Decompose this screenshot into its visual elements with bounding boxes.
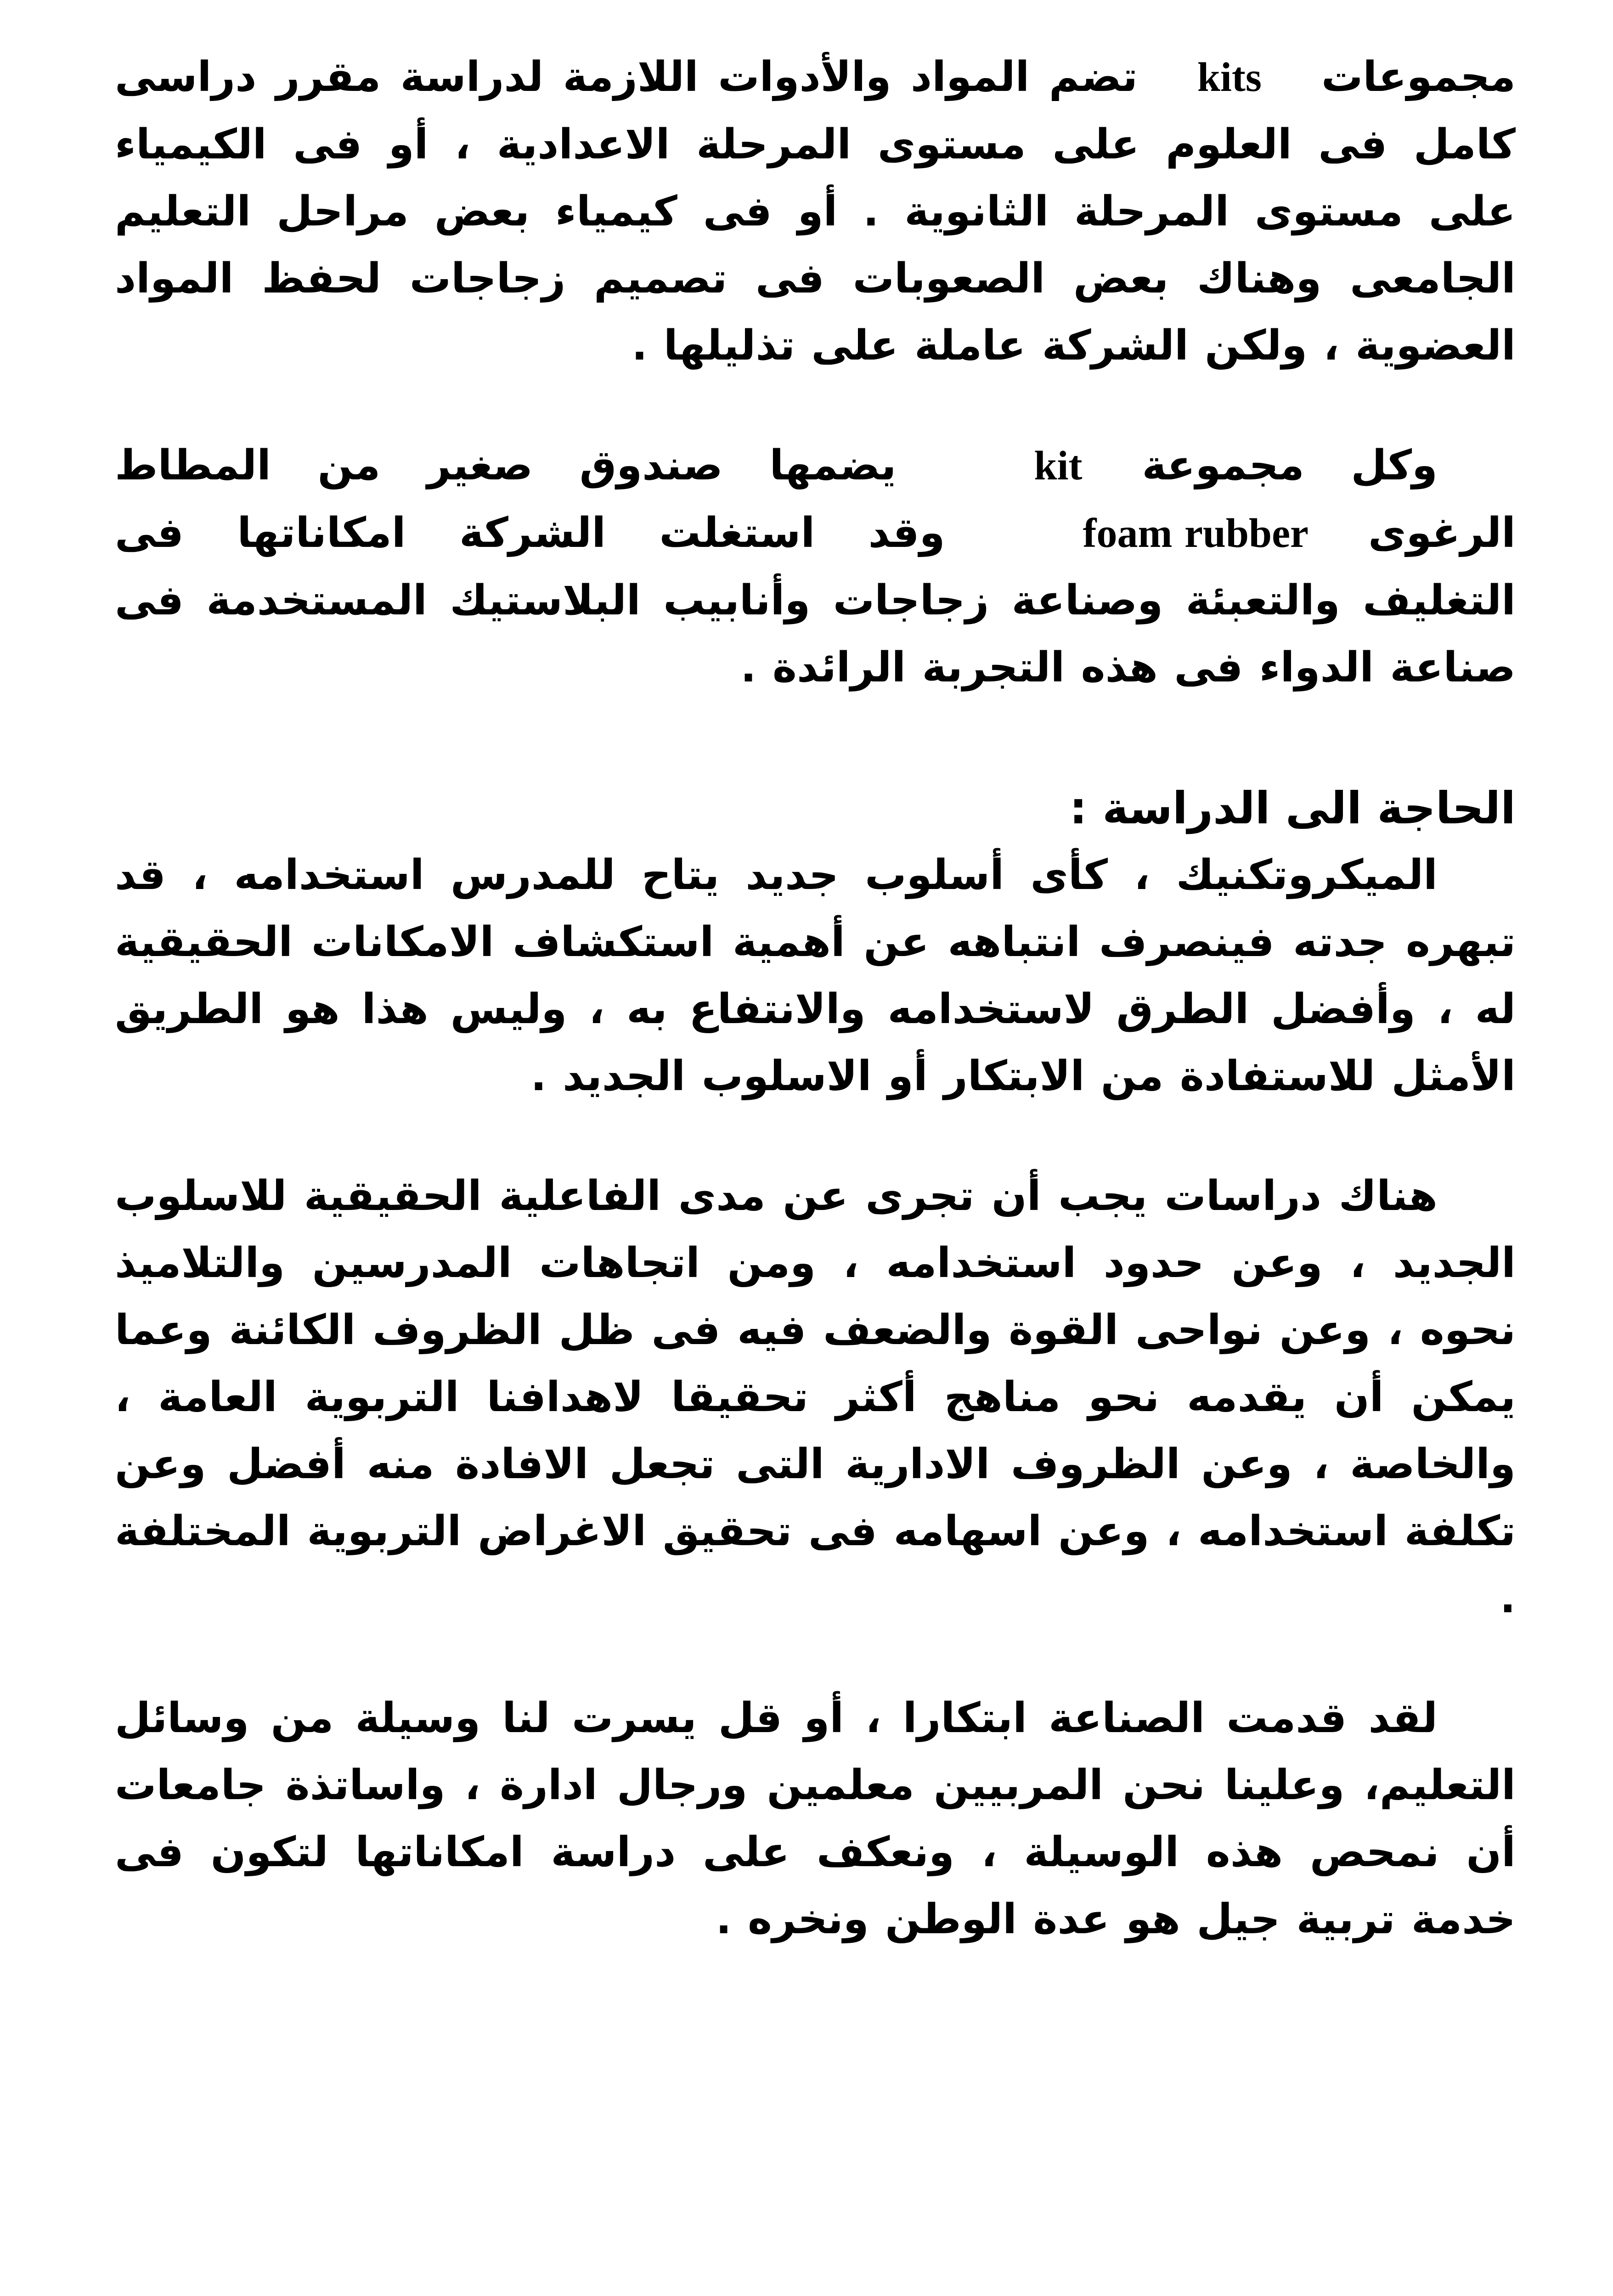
term-foam-rubber: foam rubber (1083, 511, 1308, 556)
paragraph-conclusion: لقد قدمت الصناعة ابتكارا ، أو قل يسرت لنا وسيلة من وسائل التعليم، وعلينا نحن المربيين معلمين ورجال ادارة ، واساتذة جامعات أن نمحص هذه الوسيلة ، ونعكف على دراسة امكاناتها لتكون فى خدمة تربية جيل هو عدة الوطن ونخره . (115, 1694, 1516, 1943)
term-kit: kit (1034, 443, 1083, 489)
paragraph-kit-box-after: وقد استغلت الشركة امكاناتها فى التغليف والتعبئة وصناعة زجاجات وأنابيب البلاستيك المستخدمة فى صناعة الدواء فى هذه التجربة الرائدة . (115, 509, 1516, 692)
paragraph-microtechnique: الميكروتكنيك ، كأى أسلوب جديد يتاح للمدرس استخدامه ، قد تبهره جدته فينصرف انتباهه عن أهمية استكشاف الامكانات الحقيقية له ، وأفضل الطرق لاستخدامه والانتفاع به ، وليس هذا هو الطريق الأمثل للاستفادة من الابتكار أو الاسلوب الجديد . (115, 851, 1516, 1100)
paragraph-kits-before: مجموعات (1321, 53, 1516, 101)
text-column (115, 44, 1516, 1953)
paragraph-kit-box (115, 432, 1516, 701)
paragraph-studies: هناك دراسات يجب أن تجرى عن مدى الفاعلية الحقيقية للاسلوب الجديد ، وعن حدود استخدامه ، ومن اتجاهات المدرسين والتلاميذ نحوه ، وعن نواحى القوة والضعف فيه فى ظل الظروف الكائنة وعما يمكن أن يقدمه نحو مناهج أكثر تحقيقا لاهدافنا التربوية العامة ، والخاصة ، وعن الظروف الادارية التى تجعل الافادة منه أفضل وعن تكلفة استخدامه ، وعن اسهامه فى تحقيق الاغراض التربوية المختلفة . (115, 1172, 1516, 1622)
paragraph-kit-box-before: وكل مجموعة (1142, 441, 1438, 490)
section-heading: الحاجة الى الدراسة : (1069, 782, 1516, 834)
term-kits: kits (1197, 55, 1262, 100)
paragraph-kits (115, 44, 1516, 379)
paragraph-spacer (115, 1632, 1516, 1685)
section-spacer (115, 701, 1516, 775)
paragraph-spacer (115, 379, 1516, 432)
paragraph-kits-after: تضم المواد والأدوات اللازمة لدراسة مقرر دراسى كامل فى العلوم على مستوى المرحلة الاعدادية ، أو فى الكيمياء على مستوى المرحلة الثانوية . أو فى كيمياء بعض مراحل التعليم الجامعى وهناك بعض الصعوبات فى تصميم زجاجات لحفظ المواد العضوية ، ولكن الشركة عاملة على تذليلها . (115, 53, 1516, 370)
paragraph-spacer (115, 1110, 1516, 1163)
paragraph-kit-box-middle: يضمها صندوق صغير من المطاط الرغوى (115, 441, 1516, 557)
